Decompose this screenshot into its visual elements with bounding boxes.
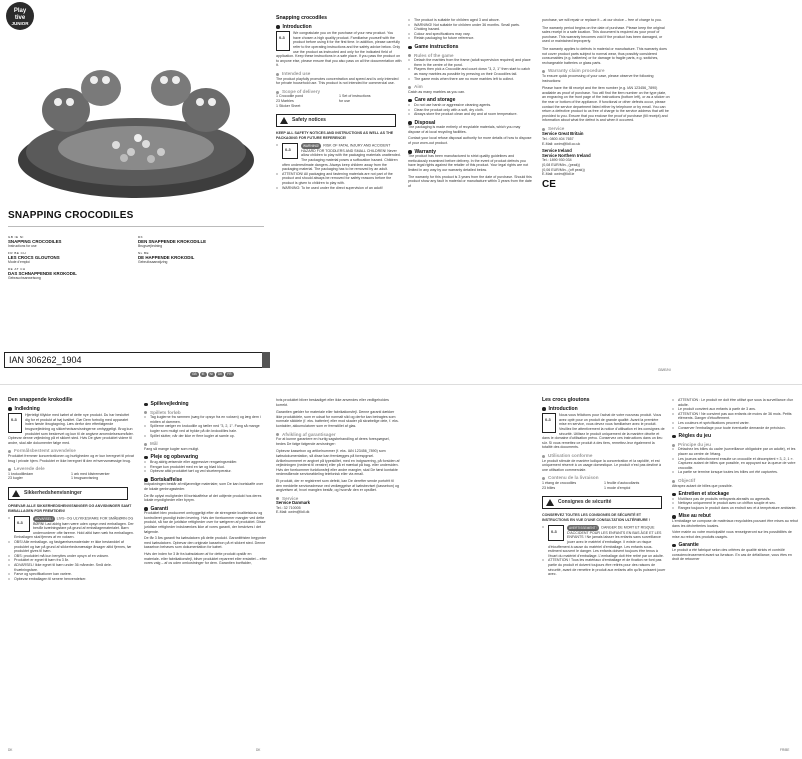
list-item: □ Farve og specifikationer kan variere. bbox=[8, 572, 134, 577]
list-item: □ OBS: produktet må kun benyttes under opsyn af en voksen. bbox=[8, 554, 134, 559]
spread-divider bbox=[0, 384, 802, 385]
list-item: □ Clean the product only with a soft, dry cloth. bbox=[408, 108, 532, 113]
section-use: Formålsbestemt anvendelse bbox=[8, 449, 134, 454]
warranty-text-2: The warranty for this product is 3 years from the date of purchase. Should this product show any fault in material or manufacture within 3 years from the date of bbox=[408, 174, 532, 188]
section-scope: Leverede dele bbox=[8, 467, 134, 472]
ian-bar bbox=[262, 352, 270, 368]
section-service: Service bbox=[276, 497, 400, 502]
intro-text: 0-3 Nous vous félicitons pour l'achat de votre nouveau produit. Vous avez opté pour un produit de grande qualité. Avant la première mise en service, vous devez vous familiariser avec le produit. Veuillez lire attentivement la notice d'utilisation et les consignes de sécurité. Utilisez le produit uniquement de la manière décrite et dans le domaine d'utilisation prévu. Conservez ces instructions dans un lieu sûr. Si vous remettez ce produit à des tiers, remettez-leur également la totalité des documents. bbox=[542, 413, 666, 450]
section-rules: Principe du jeu bbox=[672, 443, 798, 448]
guarantee-text: Produktet blev produceret omhyggeligt efter de strengeste kvalitetskrav og kontrolleret grundigt inden levering. Hvis der forekommer mangler ved dette produkt, så har de juridiske rettigheder over for sælgeren af produktet. Disse juridiske rettigheder indskrænkes ikke af vores garanti, der beskrives i det følgende. bbox=[144, 511, 266, 534]
cover-page bbox=[0, 0, 272, 378]
list-item: □ Les joueurs sélectionnent ensuite un crocodile et décomptent « 3, 2, 1 ». Capturez autant de billes que possible, en appuyant sur la queue de votre crocodile. bbox=[672, 457, 798, 471]
warning-item: 0-3 □ AVERTISSEMENT ! DANGER DE MORT ET RISQUE D'ACCIDENT POUR LES ENFANTS EN BAS ÂGE ET LES ENFANTS ! Ne jamais laisser les enfants sans surveillance jouer avec le matériel d'emballage. Il existe un risque d'étouffement à cause du matériel d'emballage. Les enfants sous-estiment souvent le danger. Les enfants doivent toujours être tenus à l'écart du matériel d'emballage. L'emballage doit être retiré par un adulte. bbox=[542, 525, 666, 558]
list-item: □ ADVARSEL! Ikke egnet til børn under 36 måneder. Små dele. Kvælningsfare. bbox=[8, 563, 134, 572]
warning2-item: □ WARNING: To be used under the direct supervision of an adult! bbox=[276, 186, 402, 191]
product-photo bbox=[6, 40, 266, 210]
list-item: □ The product is suitable for children aged 3 and above. bbox=[408, 18, 532, 23]
list-item: □ N'utilisez pas de produits nettoyants abrasifs ou agressifs. bbox=[672, 497, 798, 502]
list-item: □ Conserver l'emballage pour toute éventuelle demande de précision. bbox=[672, 426, 798, 431]
section-claim: Warranty claim procedure bbox=[542, 69, 670, 74]
disposal-text: Indpakningen består af miljøvenlige materialer, som De kan bortskaffe over de lokale genbrugssteder. bbox=[144, 482, 264, 491]
section-scope: Scope of delivery bbox=[276, 90, 402, 95]
list-item: □ Retain packaging for future reference. bbox=[408, 36, 532, 41]
list-item: □ Colour and specifications may vary. bbox=[408, 32, 532, 37]
warranty-scope: The warranty applies to defects in material or manufacture. This warranty does not cover product parts subject to normal wear, thus possibly considered consumables (e.g. batteries) or for damage to fragile parts, e.g. switches, rechargeable batteries or glass parts. bbox=[542, 46, 667, 65]
disposal-text-2: De får oplyst muligheder til bortskaffelse af det udtjente produkt hos deres lokale myndigheder eller byrym. bbox=[144, 493, 262, 503]
intended-text: The product playfully promotes concentration and speed and is only intended for private household use. This product is not intended for commercial use. bbox=[276, 76, 399, 86]
section-aim: Objectif bbox=[672, 479, 798, 484]
scope-list: 1 Crocodile pond 1 Set of instructions 23 Marbles for use 1 Sticker Sheet bbox=[276, 94, 371, 108]
list-item: □ The game ends when there are no more marbles left to collect. bbox=[408, 77, 532, 82]
section-game: Spillevejledning bbox=[144, 402, 268, 407]
claim-text-2: Please have the till receipt and the item number (e.g. IAN 123456_7890) available as proof of purchase. You will find the item number on the type plate, an engraving on the front page of the instructions (bottom left), or as a sticker on the rear or bottom of the appliance. If functional or other defects occur, please contact the service department listed either by telephone or by email. You can return a defective product to us free of charge to the service address that will be provided to you. Ensure that you enclose the proof of purchase (till receipt) and information about what the defect is and when it occurred. bbox=[542, 86, 670, 123]
list-item: □ OBS! Alle emballage- og fastgørelsesmaterialer er ikke bestanddel af produktet og bør på grund af sikkerhedsmæssige årsager altid fjernes, før produktet gives til børn. bbox=[8, 540, 134, 554]
list-item: □ Detach the marbles from the frame (adult supervision required) and place them in the centre of the pond. bbox=[408, 58, 532, 67]
safety-heading-box: Safety notices bbox=[276, 114, 396, 127]
section-care: Pleje og opbevaring bbox=[144, 455, 268, 460]
aim-text: Attrapez autant de billes que possible. bbox=[672, 483, 733, 488]
guarantee-text: Le produit a été fabriqué selon des critères de qualité stricts et contrôlé consciencieusement avant sa livraison. En cas de défaillance, vous êtes en droit de retourner bbox=[672, 548, 792, 562]
footer-page-label: FR/BE bbox=[780, 748, 790, 752]
disposal-text: The packaging is made entirely of recyclable materials, which you may dispose of at local recycling facilities. bbox=[408, 125, 521, 134]
lang-list-right bbox=[138, 232, 266, 264]
lang-list-left bbox=[8, 232, 128, 280]
claim-text: To ensure quick processing of your case, please observe the following instructions: bbox=[542, 73, 654, 83]
guarantee-text-3: Hvis der inden for 3 år fra købsdatoen af for dette produkt opstår en materiale- eller fabrikationsfejl, bliver produktet repareret eller erstattet – efter vores valg – af os uden omkostninger for dem. Garantien bortfalder, bbox=[144, 552, 267, 566]
section-aim: Aim bbox=[408, 85, 532, 90]
safety-heading-box: Consignes de sécurité bbox=[542, 496, 662, 509]
section-game: Règles du jeu bbox=[672, 434, 798, 439]
list-item: □ Nettoyez uniquement le produit avec un chiffon souple et sec. bbox=[672, 501, 798, 506]
section-service: Service bbox=[542, 127, 670, 132]
section-disposal: Mise au rebut bbox=[672, 514, 798, 519]
book-icon bbox=[8, 413, 22, 433]
service-gb: Service Great Britain Tel.: 0800 404 7657 E-Mail: owim@lidl.co.uk bbox=[542, 131, 584, 146]
section-care: Care and storage bbox=[408, 98, 532, 103]
warning-icon bbox=[546, 499, 554, 506]
section-rules: Spillets forløb bbox=[144, 411, 268, 416]
country-pills: GB IE NI DK FR bbox=[192, 372, 232, 376]
warning-item: 0-3 □ ADVARSEL! LIVS- OG ULYKKESFARE FOR SMÅBØRN OG BØRN! Lad aldrig børn være uden opsyn med emballagen. Der består kvælningsfare på grund af emballagematerialet. Børn undervurderer ofte farerne. Hold altid børn væk fra emballagen. Emballagen skal fjernes af en voksen. bbox=[8, 516, 134, 540]
section-intro: Indledning bbox=[8, 407, 134, 412]
page-dk-1 bbox=[0, 392, 138, 759]
page-header: Les crocs gloutons bbox=[542, 397, 590, 403]
claim-text: For at kunne garantere en hurtig sagsbehandling af deres forespørgsel, bedes De følge følgende anvisninger: bbox=[276, 437, 390, 446]
page-dk-3 bbox=[272, 392, 404, 759]
page-fr-1 bbox=[536, 392, 668, 759]
guarantee-text-2: De får 3 års garanti fra købsdatoen på dette produkt. Garantifristen begynder med købsdatoen. Opbevar den originale kassebon på et sikkert sted. Denne kassebon behaves som dokumentation for købet. bbox=[144, 536, 267, 550]
list-item: □ Opbevar altid produktet tørt og ved stuetemperatur. bbox=[144, 469, 268, 474]
scope-list: 1 krokodilledam 1 ark med klistremærker 23 kugler 1 brugsanvisning bbox=[8, 471, 110, 481]
ce-mark: CE bbox=[542, 178, 556, 190]
warranty-cont: purchase, we will repair or replace it – at our choice – free of charge to you. bbox=[542, 18, 662, 22]
section-use: Utilisation conforme bbox=[542, 454, 666, 459]
list-item: □ Les couleurs et spécifications peuvent varier. bbox=[672, 421, 798, 426]
safety-heading-box: Sikkerhedshenvisninger bbox=[8, 487, 128, 500]
list-item: □ Détachez les billes du cadre (surveillance obligatoire par un adulte), et les placer au centre de l'étang. bbox=[672, 447, 798, 456]
list-item: □ Opbevar emballagen til senere henvendelser. bbox=[8, 577, 134, 582]
ian-number: IAN 306262_1904 bbox=[4, 352, 262, 368]
page-gb-1 bbox=[272, 0, 404, 378]
section-intro: Introduction bbox=[276, 25, 402, 30]
list-item: □ Le produit convient aux enfants à partir de 3 ans. bbox=[672, 407, 798, 412]
lang-dk: DK DEN SNAPPENDE KROKODILLE Brugsvejledning bbox=[138, 235, 207, 248]
footer-page-label: GB/IE/NI bbox=[658, 368, 671, 372]
section-rules: Rules of the game bbox=[408, 54, 532, 59]
list-item: □ Produktet er egnet til børn fra 3 år. bbox=[8, 558, 134, 563]
intro-text: 0-3 We congratulate you on the purchase of your new product. You have chosen a high quality product. Familiarise yourself with the product before using it for the first time. In addition, please carefully refer to the operating instructions and the safety advice below. Only use the product as instructed and only for the indicated field of application. Keep these instructions in a safe place. If you pass the product on to anyone else, please ensure that you also pass on all the documentation with it. bbox=[276, 31, 402, 68]
list-item: □ Rengør kun produktet med en tør og blød klud. bbox=[144, 465, 268, 470]
list-item: □ Always store the product clean and dry and at room temperature. bbox=[408, 112, 532, 117]
list-item: □ ATTENTION ! Ne convient pas aux enfants de moins de 36 mois. Petits éléments. Danger d'étouffement. bbox=[672, 412, 798, 421]
use-text: Produktet fremmer koncentrationen og hurtigheden og er kun beregnet til privat brug i private hjem. Produktet er ikke beregnet til den erhvervsmæssige brug. bbox=[8, 453, 134, 463]
aim-text: Fang så mange kugler som muligt. bbox=[144, 446, 200, 451]
list-item: □ La partie se termine lorsque toutes les billes ont été capturées. bbox=[672, 470, 798, 475]
section-scope: Contenu de la livraison bbox=[542, 476, 666, 481]
list-item: □ WARNING! Not suitable for children under 36 months. Small parts. Choking hazard. bbox=[408, 23, 532, 32]
section-disposal: Bortskaffelse bbox=[144, 478, 268, 483]
list-item: □ Rangez toujours le produit dans un endroit sec et à température ambiante. bbox=[672, 506, 798, 511]
warranty-text: The product has been manufactured to strict quality guidelines and meticulously examined before delivery. In the event of product defects you have legal rights against the retailer of this product. Your legal rights are not limited in any way by our warranty detailed below. bbox=[408, 154, 529, 173]
safety-intro: OPBEVAR ALLE SIKKERHEDSHENVISNINGER OG ANVISNINGER SAMT EMBALLAGEN FOR FREMTIDEN! bbox=[8, 503, 132, 513]
footer-page-label: DK bbox=[256, 748, 261, 752]
page-dk-2 bbox=[138, 392, 272, 759]
age-warning-icon bbox=[282, 143, 298, 159]
section-guarantee: Garantie bbox=[672, 543, 798, 548]
list-item: □ Spillerne vælger en krokodille og tæller ned "3, 2, 1". Fang så mange kugler som muligt ved at trykke på din krokodilles hale. bbox=[144, 424, 268, 433]
lang-fr: FR BE CH LES CROCS GLOUTONS Mode d'emploi bbox=[8, 251, 60, 264]
attention-item: □ ATTENTION! All packaging and fastening materials are not part of the product and should always be removed for safety reasons before the product is given to children to play with. bbox=[276, 172, 402, 186]
aim-text: Catch as many marbles as you can. bbox=[408, 89, 466, 94]
section-care: Entretien et stockage bbox=[672, 492, 798, 497]
lang-nl: NL BE DE HAPPENDE KROKODIL Gebruiksaanwijzing bbox=[138, 251, 195, 264]
page-gb-2 bbox=[404, 0, 536, 378]
section-disposal: Disposal bbox=[408, 121, 532, 126]
section-warranty: Warranty bbox=[408, 150, 532, 155]
disposal-text: L'emballage se compose de matériaux recyclables pouvant être mises au rebut dans les déchetteries locales. bbox=[672, 519, 798, 528]
safety-intro: KEEP ALL SAFETY NOTICES AND INSTRUCTIONS AS WELL AS THE PACKAGING FOR FUTURE REFERENCE! bbox=[276, 131, 394, 140]
playtive-logo: Play tive JUNIOR bbox=[6, 2, 34, 30]
guarantee-cont: hvis produktet bliver beskadiget eller ikke anvendes eller vedligeholdes korrekt. bbox=[276, 398, 389, 407]
service-dk: Service Danmark Tel.: 32 710005 E-Mail: owim@lidl.dk bbox=[276, 500, 310, 515]
footer-page-label: DK bbox=[8, 748, 13, 752]
section-guarantee: Garanti bbox=[144, 507, 268, 512]
age-warning-icon bbox=[14, 516, 30, 532]
warning-item: 0-3 □ WARNING! RISK OF FATAL INJURY AND ACCIDENT HAZARD FOR TODDLERS AND SMALL CHILDREN! Never allow children to play with the packaging materials unattended. The packaging material poses a suffocation hazard. Children often underestimate dangers. Always keep children away from the packaging material. The packaging has to be removed by an adult. bbox=[276, 143, 402, 172]
claim-text-2: Opbevar kassebon og artikelnummer (f. eks. IAN 123456_7890) som købsdokumentation, så disse kan fremlægges på forespgrsel. Artikelnummeret er angivet på typeskiltet, med en indgravering, på forsiden af vejledningen (nederst til venstre) eller på et mærkat på bag- eller undersiden. Hvis der forekommer funktionsfejl eller andre mangler, skal De først kontakte nedenstående serviceafdeling telefonisk eller via email. bbox=[276, 449, 400, 477]
list-item: □ Spillet slutter, når der ikke er flere kugler at samle op. bbox=[144, 434, 268, 439]
guarantee-scope: Garantien gælder for materiale eller fabrikationsfejl. Denne garanti dækker ikke produktdele, som er udsat for normalt slid og derfor kan betragtes som normale sliddele (f. eks. batterier) eller mod skader på skrøbelige dele, f. eks. kontakter, akkumulatorer som er fremstillet af glas. bbox=[276, 410, 399, 428]
book-icon bbox=[542, 413, 556, 433]
list-item: □ Brug aldrig ætsende eller aggressive rengøringsmidler. bbox=[144, 460, 268, 465]
safety-intro: CONSERVEZ TOUTES LES CONSIGNES DE SÉCURITÉ ET INSTRUCTIONS EN VUE D'UNE CONSULTATION ULTÉRIEURE ! bbox=[542, 513, 651, 522]
page-fr-2 bbox=[668, 392, 802, 759]
page-gb-3 bbox=[536, 0, 802, 378]
claim-text-3: Et produkt, der er registreret som defekt, kan De derefter sende portofrit til den meddelte serviceadresse ved vedlæggelse af købsbeviset (kassebon) og angivelsen af, hvori manglen består, og hvornår den er opstået. bbox=[276, 478, 400, 493]
warranty-period: The warranty period begins on the date of purchase. Please keep the original sales receipt in a safe location. This document is required as your proof of purchase. This warranty becomes void if the product has been damaged, or used or maintained improperly. bbox=[542, 25, 665, 44]
list-item: □ ATTENTION : Le produit ne doit être utilisé que sous la surveillance d'un adulte. bbox=[672, 398, 798, 407]
warning-icon bbox=[280, 117, 288, 124]
list-item: □ Tag kuglerne fra rammen (sørg for opsyn fra en voksen) og læg dem i midten af dammen. bbox=[144, 415, 268, 424]
lang-gb: GB IE NI SNAPPING CROCODILES Instructions for use bbox=[8, 235, 62, 248]
list-item: □ ATTENTION ! Tous les matériaux d'emballage et de fixation ne font pas partie du produit et doivent toujours être retirés pour des raisons de sécurité, avant de remettre le produit aux enfants afin qu'ils puissent jouer avec. bbox=[542, 558, 666, 576]
section-game: Game instructions bbox=[408, 45, 532, 50]
use-text: Le produit stimule de manière ludique la concentration et la rapidité, et est uniquement réservé à un usage domestique. Le produit n'est pas destiné à une utilisation commerciale. bbox=[542, 458, 661, 472]
disposal-text-2: Votre mairie ou votre municipalité vous renseigneront sur les possibilités de mise au rebut des produits usagés. bbox=[672, 530, 792, 539]
list-item: □ Do not use harsh or aggressive cleaning agents. bbox=[408, 103, 532, 108]
service-ie: Service Ireland Service Northern Ireland Tel.: 1890 930 034 (0,08 EUR/Min., (peak)) (0,06 EUR/Min., (off peak)) E-Mail: owim@lidl.ie bbox=[542, 148, 591, 177]
disposal-text-2: Contact your local refuse disposal authority for more details of how to dispose of your worn-out product. bbox=[408, 136, 532, 146]
scope-list: 1 étang de crocodiles 1 feuille d'autocollants 23 billes 1 mode d'emploi bbox=[542, 480, 640, 490]
section-aim: Mål bbox=[144, 442, 268, 447]
intro-text: 0-3 Hjerteligt tillykke med købet af dette nye produkt. Du har besluttet dig for et produkt af høj kvalitet. Gør Dem fortrolig med apparatet inden første ibrugtagning. Læs derfor den efterfølgende brugsvejledning og sikkerhedsanvisningerne omhyggeligt. Brug kun produktet som beskrevet og kun til de angivne anvendelsesområder. Opbevar denne vejledning på et sikkert sted. Hvis De giver produktet videre til andre, skal alle dokumenter følge med. bbox=[8, 413, 134, 445]
page-header: Den snappende krokodille bbox=[8, 397, 73, 403]
section-intro: Introduction bbox=[542, 407, 666, 412]
warning-icon bbox=[12, 490, 20, 497]
age-warning-icon bbox=[548, 525, 564, 541]
list-item: □ Players then pick a Crocodile and count down "3, 2, 1" then start to catch as many marbles as possible by pressing on their Crocodiles tail. bbox=[408, 67, 532, 76]
lang-de: DE AT CH DAS SCHNAPPENDE KROKODIL Gebrauchsanweisung bbox=[8, 267, 77, 280]
cover-title: SNAPPING CROCODILES bbox=[8, 210, 134, 221]
book-icon bbox=[276, 31, 290, 51]
page-header: Snapping crocodiles bbox=[276, 15, 328, 21]
section-intended-use: Intended use bbox=[276, 72, 402, 77]
section-claim: Afvikling af garantisager bbox=[276, 433, 400, 438]
